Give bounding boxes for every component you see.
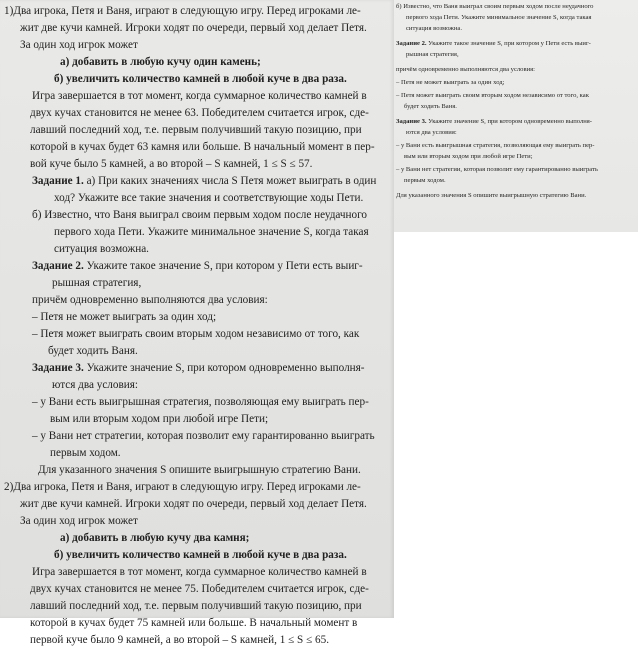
text-line: а) добавить в любую кучу один камень; [60,56,261,68]
text-line: ситуация возможна. [406,25,462,32]
text-line: рышная стратегия, [406,51,459,58]
text-line: причём одновременно выполняются два условия: [32,294,268,306]
text-line: Для указанного значения S опишите выигрышную стратегию Вани. [396,192,587,199]
text-line: б) увеличить количество камней в любой куче в два раза. [54,549,347,561]
text-line: первого хода Пети. Укажите минимальное значение S, когда такая [54,226,369,238]
text-line: ются два условия: [52,379,138,391]
text-line: Задание 3. Укажите значение S, при котором одновременно выполня- [32,362,365,374]
text-line: ситуация возможна. [54,243,149,255]
text-line: первого хода Пети. Укажите минимальное значение S, когда такая [406,14,592,21]
text-line: лавший последний ход, т.е. первым получивший такую позицию, при [30,124,362,136]
text-line: – Петя не может выиграть за один ход; [396,79,505,86]
text-line: 1)Два игрока, Петя и Ваня, играют в следующую игру. Перед игроками ле- [4,5,361,17]
text-line: б) Известно, что Ваня выиграл своим первым ходом после неудачного [396,3,594,10]
text-line: которой в кучах будет 75 камней или больше. В начальный момент в [30,617,358,629]
text-line: За один ход игрок может [20,39,138,51]
text-line: Задание 1. а) При каких значениях числа S Петя может выиграть в один [32,175,377,187]
text-line: жит две кучи камней. Игроки ходят по очереди, первый ход делает Петя. [20,22,367,34]
text-line: ются два условия: [406,129,457,136]
text-line: – Петя может выиграть своим вторым ходом независимо от того, как [396,92,589,99]
text-line: первым ходом. [50,447,121,459]
text-line: первым ходом. [404,177,446,184]
text-line: жит две кучи камней. Игроки ходят по очереди, первый ход делает Петя. [20,498,367,510]
text-line: двух кучах становится не менее 63. Победителем считается игрок, сде- [30,107,369,119]
text-line: первой куче было 9 камней, а во второй – S камней, 1 ≤ S ≤ 65. [30,634,329,646]
text-line: вой куче было 5 камней, а во второй – S камней, 1 ≤ S ≤ 57. [30,158,313,170]
text-line: 2)Два игрока, Петя и Ваня, играют в следующую игру. Перед игроками ле- [4,481,361,493]
text-line: будет ходить Ваня. [48,345,138,357]
text-line: Задание 2. Укажите такое значение S, при котором у Пети есть выиг- [32,260,363,272]
document-photo-right-crop [394,0,638,232]
text-line: – у Вани есть выигрышная стратегия, позволяющая ему выиграть пер- [32,396,369,408]
text-line: Для указанного значения S опишите выигрышную стратегию Вани. [38,464,361,476]
text-line: а) добавить в любую кучу два камня; [60,532,250,544]
text-line: Игра завершается в тот момент, когда суммарное количество камней в [32,566,367,578]
text-line: вым или вторым ходом при любой игре Пети; [404,153,533,160]
text-line: которой в кучах будет 63 камня или больше. В начальный момент в пер- [30,141,375,153]
text-line: – у Вани нет стратегии, которая позволит ему гарантированно выиграть [32,430,375,442]
text-line: – у Вани нет стратегии, которая позволит ему гарантированно выиграть [396,166,598,173]
text-line: б) увеличить количество камней в любой куче в два раза. [54,73,347,85]
text-line: За один ход игрок может [20,515,138,527]
text-line: лавший последний ход, т.е. первым получивший такую позицию, при [30,600,362,612]
text-line: – Петя не может выиграть за один ход; [32,311,217,323]
text-line: причём одновременно выполняются два условия: [396,66,535,73]
text-line: рышная стратегия, [52,277,142,289]
text-line: вым или вторым ходом при любой игре Пети; [50,413,269,425]
text-line: Задание 2. Укажите такое значение S, при котором у Пети есть выиг- [396,40,591,47]
text-line: – Петя может выиграть своим вторым ходом независимо от того, как [32,328,360,340]
text-line: ход? Укажите все такие значения и соответствующие ходы Пети. [54,192,364,204]
text-line: Игра завершается в тот момент, когда суммарное количество камней в [32,90,367,102]
text-line: б) Известно, что Ваня выиграл своим первым ходом после неудачного [32,209,368,221]
text-line: – у Вани есть выигрышная стратегия, позволяющая ему выиграть пер- [396,142,595,149]
text-line: Задание 3. Укажите значение S, при котором одновременно выполня- [396,118,592,125]
text-line: двух кучах становится не менее 75. Победителем считается игрок, сде- [30,583,369,595]
text-line: будет ходить Ваня. [404,103,457,110]
